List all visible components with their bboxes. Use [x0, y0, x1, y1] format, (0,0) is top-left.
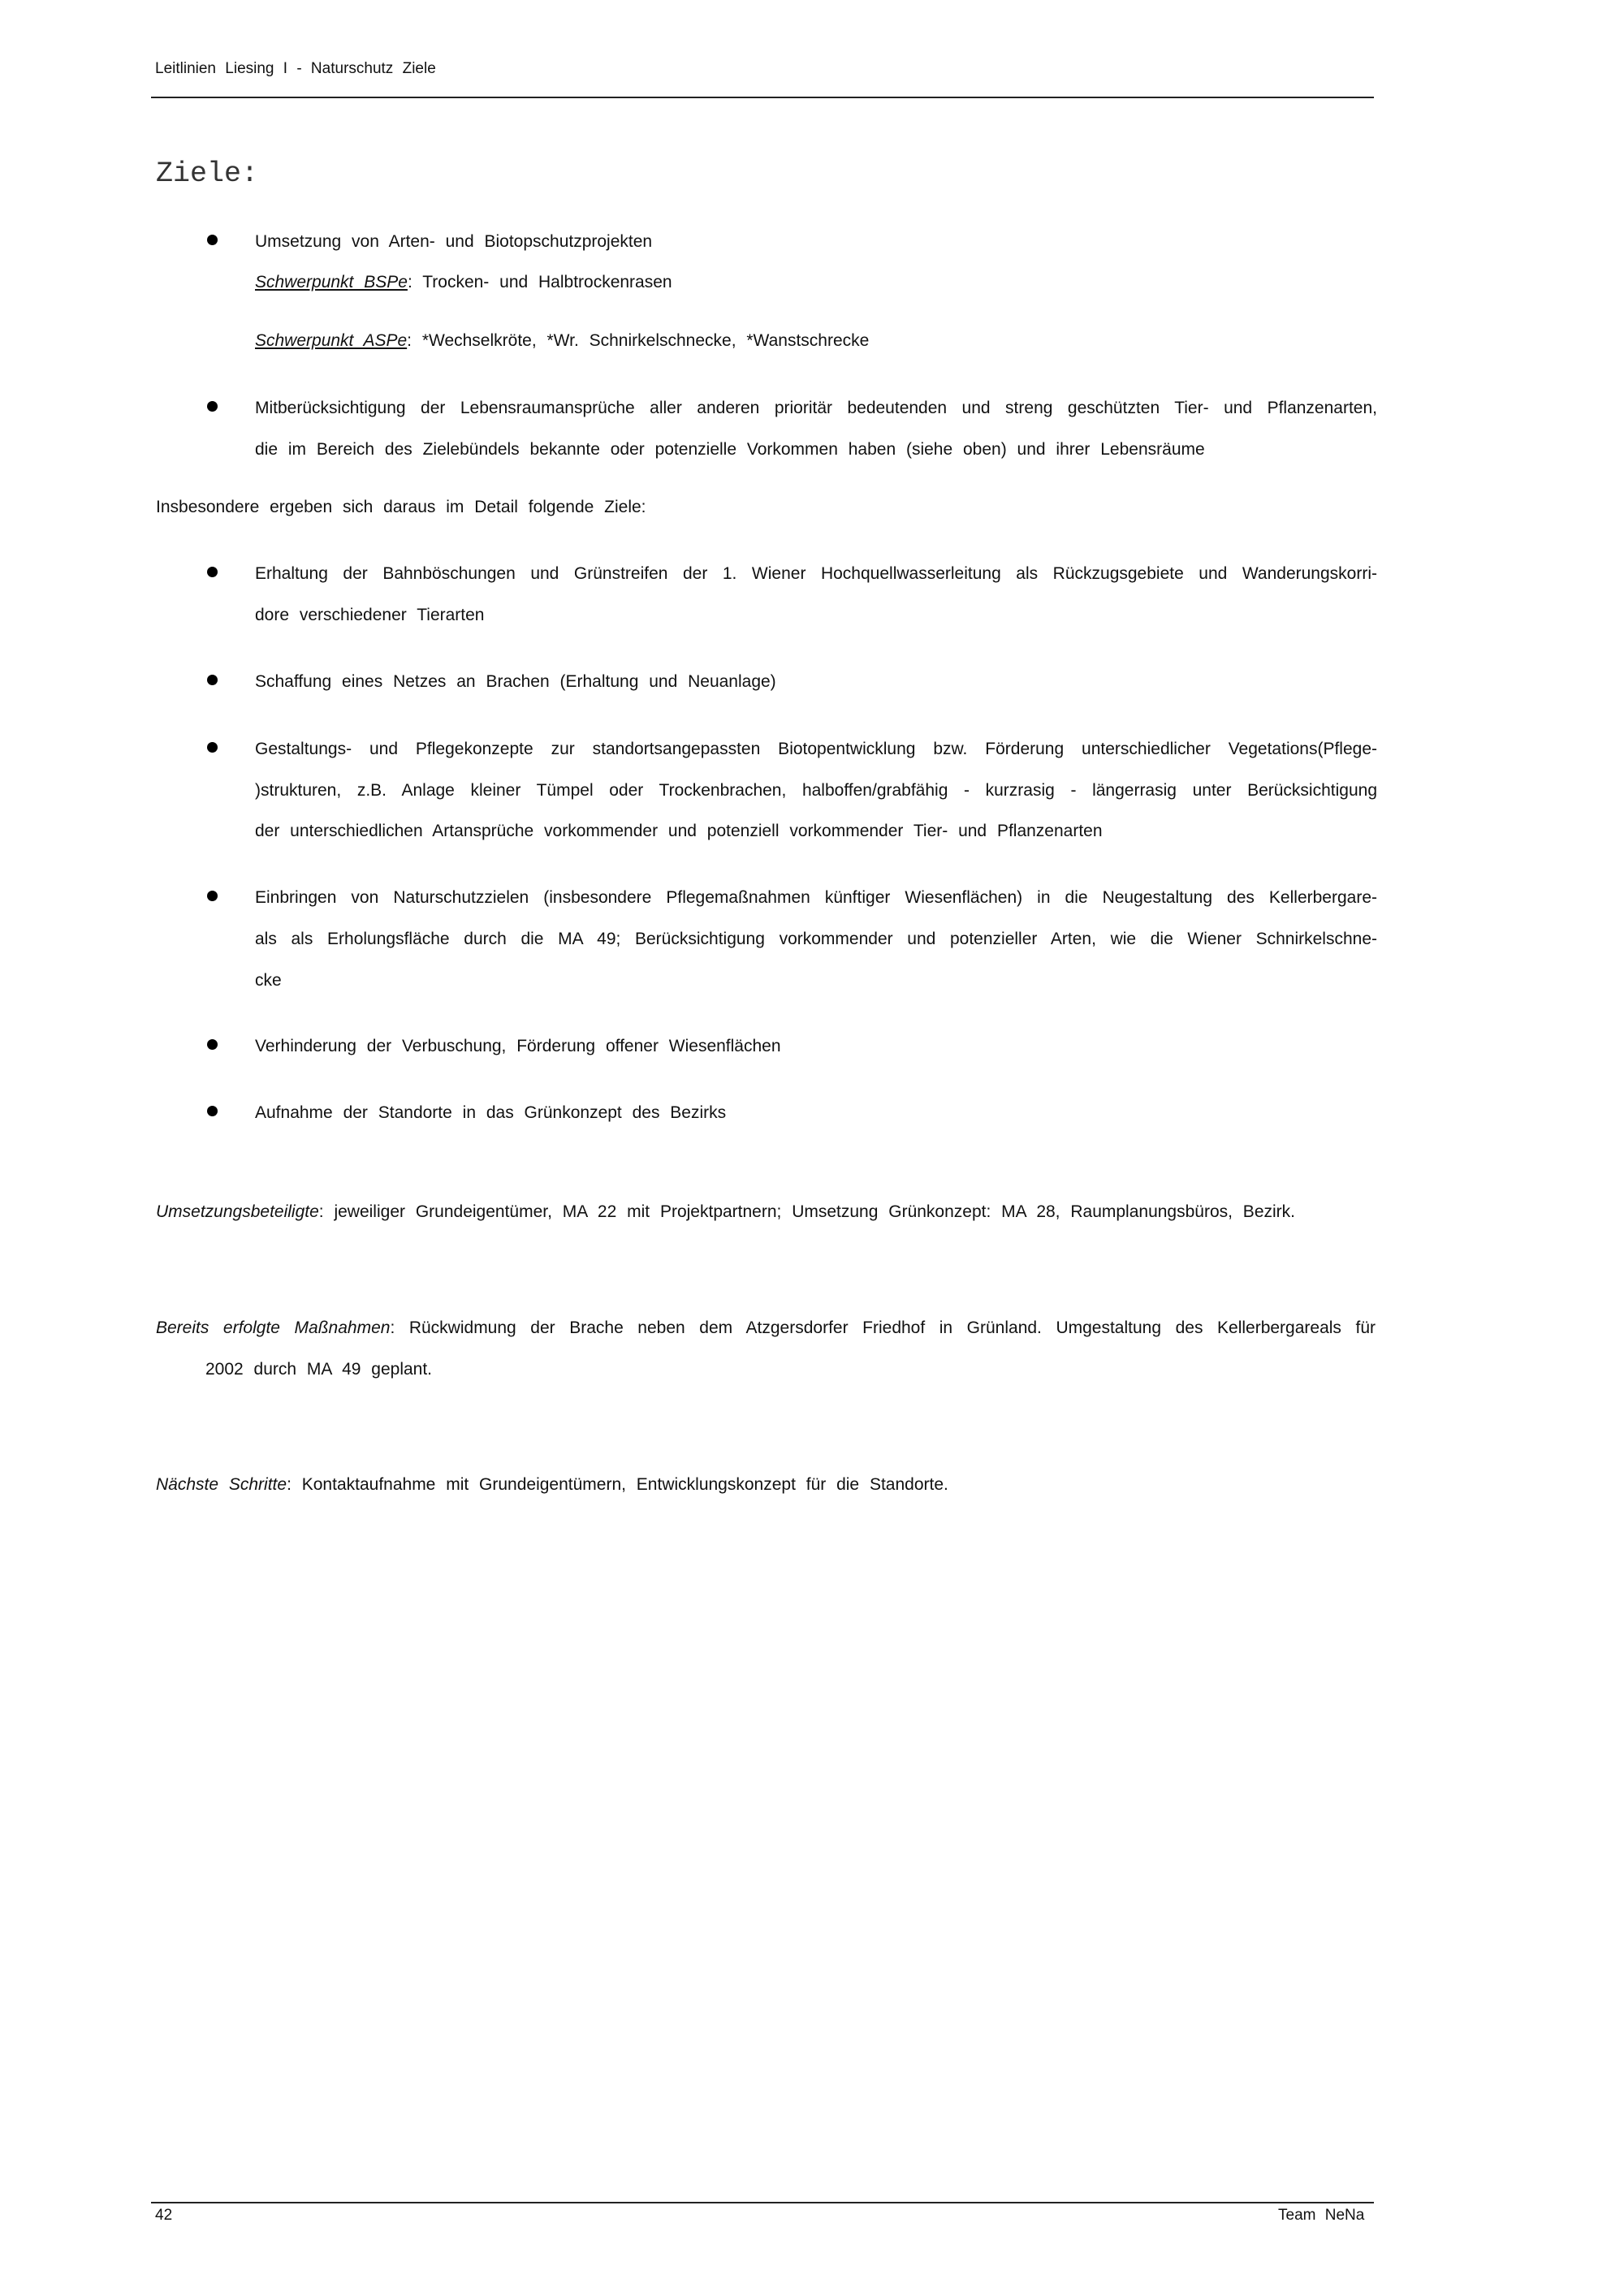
- footer-team: Team NeNa: [1278, 2207, 1365, 2224]
- bullet-dot: [207, 401, 218, 412]
- paragraph-label: Nächste Schritte: [156, 1475, 287, 1494]
- paragraph-text: : Rückwidmung der Brache neben dem Atzgersdorfer Friedhof in Grünland. Umgestaltung des Kellerbergareals für: [390, 1318, 1376, 1337]
- massnahmen-paragraph-line: 2002 durch MA 49 geplant.: [205, 1360, 433, 1379]
- footer-divider: [151, 2202, 1374, 2203]
- bullet-dot: [207, 742, 218, 753]
- paragraph-text: : jeweiliger Grundeigentümer, MA 22 mit Projektpartnern; Umsetzung Grünkonzept: MA 28, Raumplanungsbüros, Bezirk.: [318, 1202, 1295, 1221]
- umsetzung-paragraph: [156, 1202, 1295, 1222]
- sub-item-label: Schwerpunkt BSPe: [255, 273, 408, 291]
- bullet-text-line: Gestaltungs- und Pflegekonzepte zur standortsangepassten Biotopentwicklung bzw. Förderung unterschiedlicher Vegetations(Pflege-: [255, 740, 1377, 758]
- paragraph-label: Umsetzungsbeteiligte: [156, 1202, 319, 1221]
- bullet-text-line: der unterschiedlichen Artansprüche vorkommender und potenziell vorkommender Tier- und Pflanzenarten: [255, 822, 1103, 840]
- sub-item-label: Schwerpunkt ASPe: [255, 331, 408, 350]
- running-header: Leitlinien Liesing I - Naturschutz Ziele: [155, 60, 436, 77]
- bullet-text: Umsetzung von Arten- und Biotopschutzprojekten: [255, 232, 653, 251]
- bullet-dot: [207, 235, 218, 245]
- paragraph-label: Bereits erfolgte Maßnahmen: [156, 1318, 391, 1337]
- bullet-text-line: Aufnahme der Standorte in das Grünkonzept des Bezirks: [255, 1103, 727, 1122]
- bullet-dot: [207, 1106, 218, 1116]
- bullet-text-line: Mitberücksichtigung der Lebensraumansprüche aller anderen prioritär bedeutenden und streng geschützten Tier- und Pflanzenarten,: [255, 399, 1377, 417]
- bullet-text-line: die im Bereich des Zielebündels bekannte oder potenzielle Vorkommen haben (siehe oben) und ihrer Lebensräume: [255, 440, 1205, 459]
- bullet-dot: [207, 675, 218, 685]
- bullet-text-line: Schaffung eines Netzes an Brachen (Erhaltung und Neuanlage): [255, 672, 776, 691]
- bullet-text-line: Einbringen von Naturschutzzielen (insbesondere Pflegemaßnahmen künftiger Wiesenflächen) in die Neugestaltung des Kellerbergare-: [255, 888, 1377, 907]
- bullet-text-line: Verhinderung der Verbuschung, Förderung offener Wiesenflächen: [255, 1037, 781, 1055]
- intro-paragraph: Insbesondere ergeben sich daraus im Detail folgende Ziele:: [156, 498, 646, 516]
- bullet-text-line: cke: [255, 971, 282, 990]
- bullet-dot: [207, 891, 218, 901]
- massnahmen-paragraph-line: [156, 1318, 1376, 1338]
- sub-item-bspe: [255, 273, 672, 292]
- schritte-paragraph: [156, 1475, 948, 1495]
- header-divider: [151, 97, 1374, 98]
- bullet-text-line: Erhaltung der Bahnböschungen und Grünstreifen der 1. Wiener Hochquellwasserleitung als Rückzugsgebiete und Wanderungskorri-: [255, 564, 1377, 583]
- bullet-text-line: als als Erholungsfläche durch die MA 49; Berücksichtigung vorkommender und potenzieller Arten, wie die Wiener Schnirkelschne-: [255, 930, 1377, 948]
- bullet-text-line: dore verschiedener Tierarten: [255, 606, 485, 624]
- paragraph-text: : Kontaktaufnahme mit Grundeigentümern, Entwicklungskonzept für die Standorte.: [287, 1475, 948, 1494]
- page-number: 42: [155, 2207, 173, 2224]
- bullet-text-line: )strukturen, z.B. Anlage kleiner Tümpel oder Trockenbrachen, halboffen/grabfähig - kurzrasig - längerrasig unter Berücksichtigung: [255, 781, 1377, 800]
- bullet-dot: [207, 1039, 218, 1050]
- bullet-dot: [207, 567, 218, 577]
- sub-item-aspe: [255, 331, 869, 351]
- sub-item-text: : *Wechselkröte, *Wr. Schnirkelschnecke, *Wanstschrecke: [407, 331, 870, 350]
- section-title: Ziele:: [156, 158, 259, 190]
- sub-item-text: : Trocken- und Halbtrockenrasen: [407, 273, 672, 291]
